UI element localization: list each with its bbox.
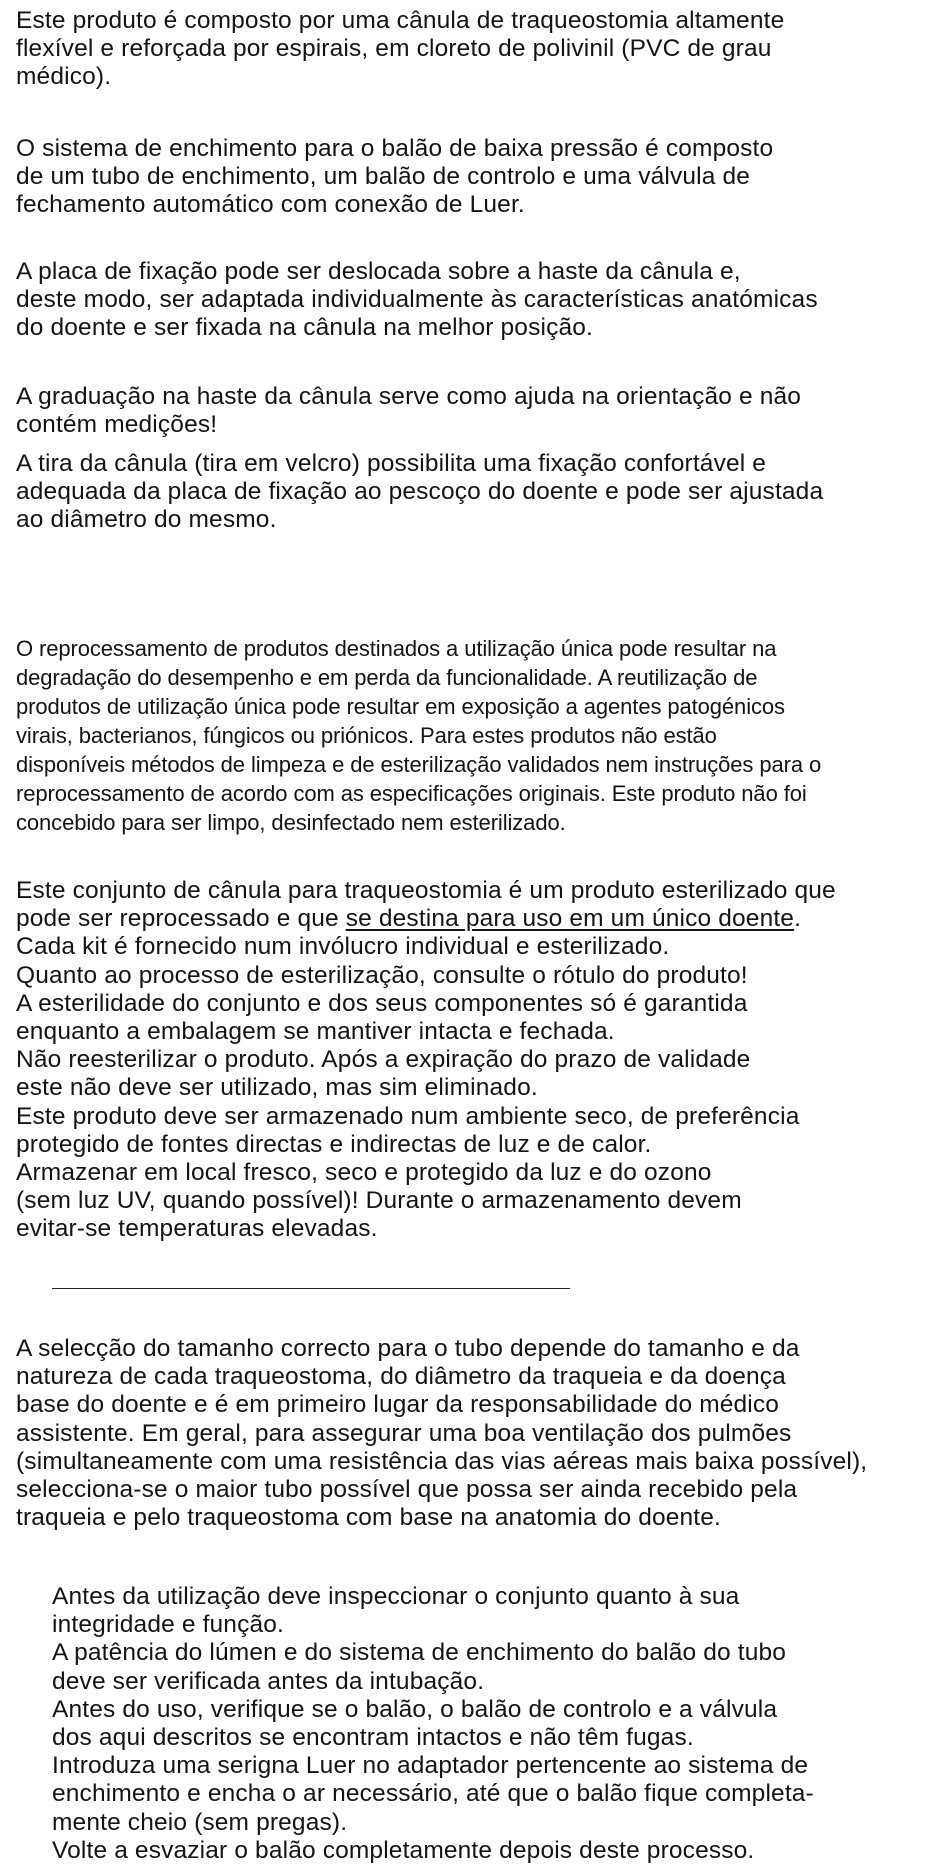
text-line: base do doente e é em primeiro lugar da responsabilidade do médico: [16, 1391, 780, 1419]
text-line: traqueia e pelo traqueostoma com base na anatomia do doente.: [16, 1504, 722, 1532]
paragraph-graduation: [16, 383, 801, 439]
text-line: flexível e reforçada por espirais, em cloreto de polivinil (PVC de grau: [16, 35, 772, 63]
paragraph-pre-use-inspection: [52, 1583, 814, 1865]
text-line: Este produto deve ser armazenado num ambiente seco, de preferência: [16, 1102, 800, 1130]
text-line: Antes da utilização deve inspeccionar o conjunto quanto à sua: [52, 1583, 740, 1610]
text-line: concebido para ser limpo, desinfectado nem esterilizado.: [16, 810, 566, 835]
text-line: ao diâmetro do mesmo.: [16, 506, 277, 534]
horizontal-divider: [52, 1288, 570, 1289]
text-line: Este conjunto de cânula para traqueostomia é um produto esterilizado que: [16, 877, 836, 904]
text-line: Volte a esvaziar o balão completamente depois deste processo.: [52, 1836, 755, 1864]
text-line: mente cheio (sem pregas).: [52, 1808, 348, 1836]
text-line: selecciona-se o maior tubo possível que possa ser ainda recebido pela: [16, 1476, 798, 1504]
text-line: deve ser verificada antes da intubação.: [52, 1667, 485, 1695]
text-line: fechamento automático com conexão de Luer.: [16, 191, 525, 219]
text-line: Quanto ao processo de esterilização, consulte o rótulo do produto!: [16, 961, 748, 989]
text-line: integridade e função.: [52, 1611, 284, 1639]
text-line: produtos de utilização única pode resultar em exposição a agentes patogénicos: [16, 694, 785, 719]
text-line-single-patient: [16, 905, 836, 933]
paragraph-product-description: [16, 7, 784, 92]
paragraph-inflation-system: [16, 135, 773, 220]
text-line: disponíveis métodos de limpeza e de esterilização validados nem instruções para o: [16, 752, 822, 777]
paragraph-fixation-plate: [16, 258, 818, 343]
text-line: Este produto é composto por uma cânula de traqueostomia altamente: [16, 7, 785, 34]
text-line: Antes do uso, verifique se o balão, o balão de controlo e a válvula: [52, 1695, 778, 1723]
text-line: evitar-se temperaturas elevadas.: [16, 1215, 378, 1243]
paragraph-sterility-storage: [16, 877, 836, 1244]
paragraph-cannula-strap: [16, 450, 823, 535]
text-line: contém medições!: [16, 411, 218, 439]
paragraph-tube-size-selection: [16, 1335, 867, 1532]
text-line: do doente e ser fixada na cânula na melhor posição.: [16, 314, 593, 342]
text-line: A esterilidade do conjunto e dos seus componentes só é garantida: [16, 989, 748, 1017]
text-line: Não reesterilizar o produto. Após a expiração do prazo de validade: [16, 1046, 751, 1074]
text-line: protegido de fontes directas e indirectas de luz e de calor.: [16, 1130, 652, 1158]
text-line: assistente. Em geral, para assegurar uma boa ventilação dos pulmões: [16, 1419, 792, 1447]
text-fragment: .: [794, 905, 802, 933]
text-line: A patência do lúmen e do sistema de enchimento do balão do tubo: [52, 1639, 787, 1667]
text-line: A placa de fixação pode ser deslocada sobre a haste da cânula e,: [16, 258, 741, 285]
text-line: (sem luz UV, quando possível)! Durante o armazenamento devem: [16, 1187, 742, 1215]
text-line: O reprocessamento de produtos destinados a utilização única pode resultar na: [16, 636, 777, 661]
text-line: este não deve ser utilizado, mas sim eliminado.: [16, 1074, 538, 1102]
text-line: enquanto a embalagem se mantiver intacta e fechada.: [16, 1018, 615, 1046]
text-line: virais, bacterianos, fúngicos ou priónicos. Para estes produtos não estão: [16, 723, 717, 748]
text-line: Introduza uma serigna Luer no adaptador pertencente ao sistema de: [52, 1752, 809, 1780]
text-line: A graduação na haste da cânula serve como ajuda na orientação e não: [16, 383, 802, 410]
text-line: reprocessamento de acordo com as especificações originais. Este produto não foi: [16, 781, 807, 806]
text-line: A selecção do tamanho correcto para o tubo depende do tamanho e da: [16, 1335, 800, 1362]
text-line: A tira da cânula (tira em velcro) possibilita uma fixação confortável e: [16, 450, 767, 477]
text-line: (simultaneamente com uma resistência das vias aéreas mais baixa possível),: [16, 1447, 868, 1475]
text-line: O sistema de enchimento para o balão de baixa pressão é composto: [16, 135, 774, 162]
text-line: dos aqui descritos se encontram intactos e não têm fugas.: [52, 1724, 694, 1752]
text-line: degradação do desempenho e em perda da funcionalidade. A reutilização de: [16, 665, 758, 690]
text-line: adequada da placa de fixação ao pescoço do doente e pode ser ajustada: [16, 478, 824, 506]
text-line: médico).: [16, 63, 112, 91]
text-line: Armazenar em local fresco, seco e protegido da luz e do ozono: [16, 1159, 712, 1187]
text-line: Cada kit é fornecido num invólucro individual e esterilizado.: [16, 933, 670, 961]
text-line: deste modo, ser adaptada individualmente às características anatómicas: [16, 286, 818, 314]
text-fragment: pode ser reprocessado e que: [16, 905, 346, 933]
text-line: de um tubo de enchimento, um balão de controlo e uma válvula de: [16, 163, 751, 191]
text-line: natureza de cada traqueostoma, do diâmetro da traqueia e da doença: [16, 1363, 786, 1391]
paragraph-reprocessing-warning: [16, 634, 821, 837]
single-patient-underlined-text: se destina para uso em um único doente: [345, 905, 795, 933]
text-line: enchimento e encha o ar necessário, até que o balão fique completa-: [52, 1780, 814, 1808]
